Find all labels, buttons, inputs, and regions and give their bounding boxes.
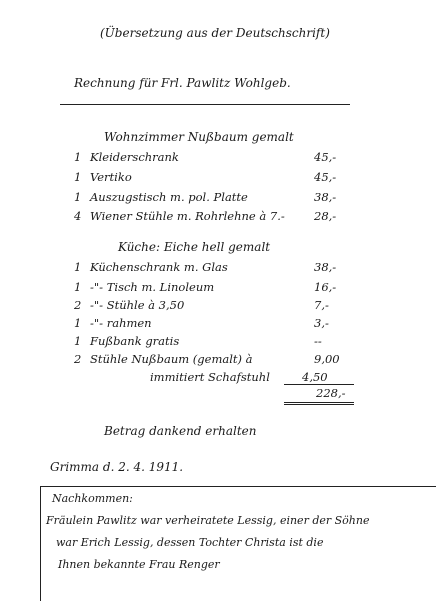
line-qty: 1 bbox=[74, 190, 82, 204]
line-qty: 1 bbox=[74, 170, 82, 184]
line-qty: 1 bbox=[74, 260, 82, 274]
note-line: Fräulein Pawlitz war verheiratete Lessig, einer der Söhne bbox=[46, 514, 370, 527]
sum-rule bbox=[284, 384, 354, 385]
line-item bbox=[74, 280, 364, 294]
section-heading-wohnzimmer: Wohnzimmer Nußbaum gemalt bbox=[104, 130, 294, 144]
invoice-heading: Rechnung für Frl. Pawlitz Wohlgeb. bbox=[74, 76, 291, 90]
line-item bbox=[74, 209, 364, 223]
line-desc: Auszugstisch m. pol. Platte bbox=[90, 190, 248, 204]
line-price: 45,- bbox=[314, 170, 337, 184]
line-item bbox=[74, 316, 364, 330]
section-heading-kueche: Küche: Eiche hell gemalt bbox=[118, 240, 271, 254]
line-price: 28,- bbox=[314, 209, 337, 223]
line-price: 4,50 bbox=[302, 370, 328, 384]
note-line: Ihnen bekannte Frau Renger bbox=[58, 558, 220, 571]
line-desc: Vertiko bbox=[90, 170, 132, 184]
line-item bbox=[74, 150, 364, 164]
line-desc: Kleiderschrank bbox=[90, 150, 179, 164]
invoice-total: 228,- bbox=[316, 386, 346, 400]
total-double-rule bbox=[284, 402, 354, 405]
line-price: 16,- bbox=[314, 280, 337, 294]
line-price: 7,- bbox=[314, 298, 329, 312]
line-qty: 1 bbox=[74, 334, 82, 348]
line-item bbox=[74, 352, 364, 366]
line-price: -- bbox=[314, 334, 322, 348]
line-item-extra bbox=[74, 370, 364, 384]
place-date: Grimma d. 2. 4. 1911. bbox=[50, 460, 184, 474]
line-item bbox=[74, 334, 364, 348]
document-title: (Übersetzung aus der Deutschschrift) bbox=[100, 26, 330, 40]
note-line: war Erich Lessig, dessen Tochter Christa ist die bbox=[56, 536, 324, 549]
line-price: 9,00 bbox=[314, 352, 340, 366]
line-desc: -"- Stühle à 3,50 bbox=[90, 298, 185, 312]
line-qty: 1 bbox=[74, 316, 82, 330]
line-qty: 4 bbox=[74, 209, 82, 223]
heading-divider bbox=[60, 104, 350, 105]
line-item bbox=[74, 170, 364, 184]
line-qty: 1 bbox=[74, 150, 82, 164]
line-desc: -"- Tisch m. Linoleum bbox=[90, 280, 215, 294]
line-desc: Stühle Nußbaum (gemalt) à bbox=[90, 352, 253, 366]
line-desc: Fußbank gratis bbox=[90, 334, 180, 348]
line-qty: 1 bbox=[74, 280, 82, 294]
line-price: 45,- bbox=[314, 150, 337, 164]
line-qty: 2 bbox=[74, 298, 82, 312]
line-price: 3,- bbox=[314, 316, 329, 330]
line-desc: -"- rahmen bbox=[90, 316, 152, 330]
line-desc: Wiener Stühle m. Rohrlehne à 7.- bbox=[90, 209, 285, 223]
note-heading: Nachkommen: bbox=[52, 492, 133, 505]
line-item bbox=[74, 260, 364, 274]
line-price: 38,- bbox=[314, 190, 337, 204]
line-desc: immitiert Schafstuhl bbox=[150, 370, 270, 384]
line-price: 38,- bbox=[314, 260, 337, 274]
line-desc: Küchenschrank m. Glas bbox=[90, 260, 228, 274]
line-item bbox=[74, 298, 364, 312]
line-item bbox=[74, 190, 364, 204]
line-qty: 2 bbox=[74, 352, 82, 366]
receipt-note: Betrag dankend erhalten bbox=[104, 424, 257, 438]
